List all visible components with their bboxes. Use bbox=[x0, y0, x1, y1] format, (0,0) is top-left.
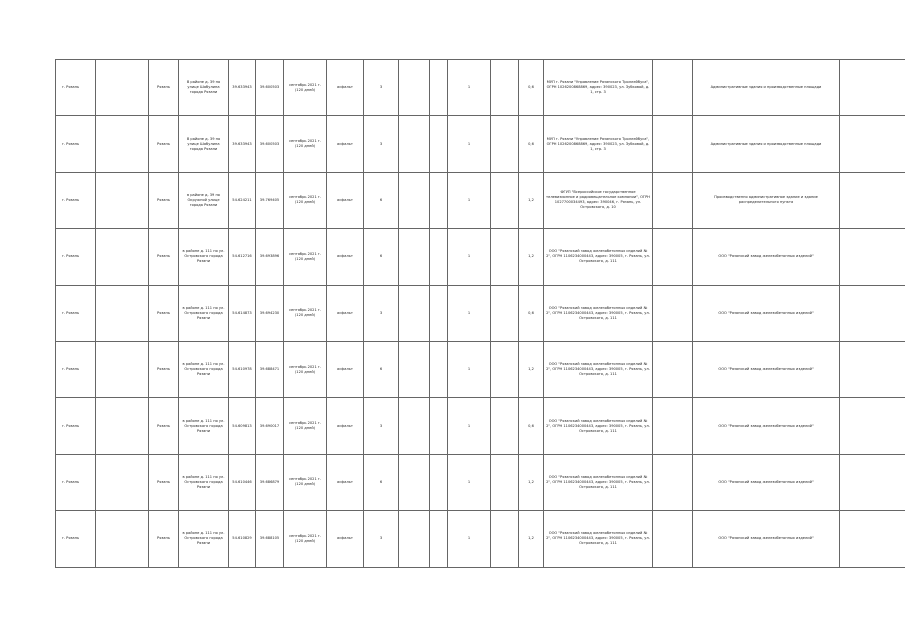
blank-cell-9 bbox=[399, 172, 430, 228]
municipality-cell: г. Рязань bbox=[56, 172, 96, 228]
address-cell: в районе д. 111 по ул. Островского города Рязани bbox=[179, 229, 229, 285]
blank-cell-17 bbox=[840, 511, 905, 567]
locality-cell: Рязань bbox=[149, 172, 179, 228]
count-cell: 1 bbox=[448, 454, 491, 510]
owner-cell: МУП г. Рязани "Управление Рязанского Троллейбуса", ОГРН 1026200868869, адрес: 390023, ул. Зубковой, д. 1, стр. 3 bbox=[544, 60, 653, 116]
area-cell: 6 bbox=[364, 341, 399, 397]
source-cell: ООО "Рязанский завод железобетонных изделий" bbox=[693, 511, 840, 567]
area-cell: 3 bbox=[364, 60, 399, 116]
latitude-cell: 54.610829 bbox=[229, 511, 256, 567]
municipality-cell: г. Рязань bbox=[56, 511, 96, 567]
blank-cell-10 bbox=[430, 116, 448, 172]
latitude-cell: 54.609813 bbox=[229, 398, 256, 454]
count-cell: 1 bbox=[448, 285, 491, 341]
owner-cell: МУП г. Рязани "Управление Рязанского Троллейбуса", ОГРН 1026200868869, адрес: 390023, ул. Зубковой, д. 1, стр. 3 bbox=[544, 116, 653, 172]
owner-cell: ФГУП "Всероссийское государственное телевизионное и радиовещательное компании", ОГРН 1027700034493, адрес: 390046, г. Рязань, ул. Островского, д. 10 bbox=[544, 172, 653, 228]
blank-cell-1 bbox=[96, 341, 149, 397]
date-cell: сентябрь 2021 г. (120 дней) bbox=[284, 60, 327, 116]
count-cell: 1 bbox=[448, 116, 491, 172]
volume-cell: 0,6 bbox=[519, 285, 544, 341]
blank-cell-15 bbox=[653, 511, 693, 567]
blank-cell-1 bbox=[96, 398, 149, 454]
volume-cell: 0,6 bbox=[519, 398, 544, 454]
blank-cell-17 bbox=[840, 341, 905, 397]
blank-cell-15 bbox=[653, 341, 693, 397]
count-cell: 1 bbox=[448, 172, 491, 228]
address-cell: в районе д. 111 по ул. Островского города Рязани bbox=[179, 511, 229, 567]
blank-cell-9 bbox=[399, 341, 430, 397]
source-cell: ООО "Рязанский завод железобетонных изделий" bbox=[693, 285, 840, 341]
source-cell: ООО "Рязанский завод железобетонных изделий" bbox=[693, 454, 840, 510]
blank-cell-1 bbox=[96, 116, 149, 172]
owner-cell: ООО "Рязанский завод железобетонных изделий № 2", ОГРН 1106234000443, адрес: 390005, г. Рязань, ул. Островского, д. 111 bbox=[544, 341, 653, 397]
table-row bbox=[56, 172, 905, 228]
volume-cell: 1,2 bbox=[519, 511, 544, 567]
blank-cell-15 bbox=[653, 60, 693, 116]
longitude-cell: 39.688471 bbox=[256, 341, 284, 397]
surface-cell: асфальт bbox=[327, 454, 364, 510]
date-cell: сентябрь 2021 г. (120 дней) bbox=[284, 511, 327, 567]
locality-cell: Рязань bbox=[149, 511, 179, 567]
source-cell: ООО "Рязанский завод железобетонных изделий" bbox=[693, 398, 840, 454]
blank-cell-9 bbox=[399, 285, 430, 341]
municipality-cell: г. Рязань bbox=[56, 229, 96, 285]
locality-cell: Рязань bbox=[149, 229, 179, 285]
locality-cell: Рязань bbox=[149, 116, 179, 172]
blank-cell-9 bbox=[399, 229, 430, 285]
blank-cell-10 bbox=[430, 511, 448, 567]
blank-cell-12 bbox=[491, 116, 519, 172]
latitude-cell: 54.614873 bbox=[229, 285, 256, 341]
registry-table bbox=[55, 59, 905, 568]
table-row bbox=[56, 341, 905, 397]
owner-cell: ООО "Рязанский завод железобетонных изделий № 2", ОГРН 1106234000443, адрес: 390005, г. Рязань, ул. Островского, д. 111 bbox=[544, 398, 653, 454]
source-cell: ООО "Рязанский завод железобетонных изделий" bbox=[693, 341, 840, 397]
area-cell: 6 bbox=[364, 229, 399, 285]
area-cell: 6 bbox=[364, 172, 399, 228]
blank-cell-15 bbox=[653, 172, 693, 228]
blank-cell-15 bbox=[653, 398, 693, 454]
source-cell: Административные здания и производственные площади bbox=[693, 116, 840, 172]
blank-cell-10 bbox=[430, 398, 448, 454]
blank-cell-1 bbox=[96, 511, 149, 567]
blank-cell-12 bbox=[491, 398, 519, 454]
blank-cell-15 bbox=[653, 285, 693, 341]
count-cell: 1 bbox=[448, 511, 491, 567]
table-row bbox=[56, 454, 905, 510]
locality-cell: Рязань bbox=[149, 285, 179, 341]
municipality-cell: г. Рязань bbox=[56, 285, 96, 341]
blank-cell-9 bbox=[399, 116, 430, 172]
latitude-cell: 54.610446 bbox=[229, 454, 256, 510]
blank-cell-9 bbox=[399, 511, 430, 567]
date-cell: сентябрь 2021 г. (120 дней) bbox=[284, 172, 327, 228]
blank-cell-10 bbox=[430, 172, 448, 228]
source-cell: Административные здания и производственные площади bbox=[693, 60, 840, 116]
address-cell: В районе д. 39 по улице Шабулина города Рязани bbox=[179, 116, 229, 172]
source-cell: ООО "Рязанский завод железобетонных изделий" bbox=[693, 229, 840, 285]
surface-cell: асфальт bbox=[327, 398, 364, 454]
blank-cell-1 bbox=[96, 172, 149, 228]
blank-cell-1 bbox=[96, 229, 149, 285]
municipality-cell: г. Рязань bbox=[56, 116, 96, 172]
blank-cell-12 bbox=[491, 60, 519, 116]
blank-cell-10 bbox=[430, 341, 448, 397]
blank-cell-15 bbox=[653, 454, 693, 510]
longitude-cell: 39.769405 bbox=[256, 172, 284, 228]
owner-cell: ООО "Рязанский завод железобетонных изделий № 2", ОГРН 1106234000443, адрес: 390005, г. Рязань, ул. Островского, д. 111 bbox=[544, 229, 653, 285]
locality-cell: Рязань bbox=[149, 341, 179, 397]
blank-cell-17 bbox=[840, 116, 905, 172]
blank-cell-10 bbox=[430, 229, 448, 285]
volume-cell: 0,6 bbox=[519, 60, 544, 116]
blank-cell-10 bbox=[430, 454, 448, 510]
blank-cell-17 bbox=[840, 60, 905, 116]
longitude-cell: 39.688105 bbox=[256, 511, 284, 567]
blank-cell-10 bbox=[430, 285, 448, 341]
table-row bbox=[56, 285, 905, 341]
surface-cell: асфальт bbox=[327, 116, 364, 172]
table-body bbox=[56, 60, 905, 568]
volume-cell: 1,2 bbox=[519, 454, 544, 510]
volume-cell: 1,2 bbox=[519, 229, 544, 285]
municipality-cell: г. Рязань bbox=[56, 398, 96, 454]
area-cell: 3 bbox=[364, 511, 399, 567]
date-cell: сентябрь 2021 г. (120 дней) bbox=[284, 116, 327, 172]
count-cell: 1 bbox=[448, 341, 491, 397]
volume-cell: 0,6 bbox=[519, 116, 544, 172]
blank-cell-17 bbox=[840, 172, 905, 228]
owner-cell: ООО "Рязанский завод железобетонных изделий № 2", ОГРН 1106234000443, адрес: 390005, г. Рязань, ул. Островского, д. 111 bbox=[544, 511, 653, 567]
blank-cell-1 bbox=[96, 60, 149, 116]
latitude-cell: 54.610978 bbox=[229, 341, 256, 397]
blank-cell-12 bbox=[491, 172, 519, 228]
source-cell: Производственно административное здание и здание распределительного пункта bbox=[693, 172, 840, 228]
surface-cell: асфальт bbox=[327, 511, 364, 567]
address-cell: в районе д. 111 по ул. Островского города Рязани bbox=[179, 398, 229, 454]
blank-cell-17 bbox=[840, 398, 905, 454]
date-cell: сентябрь 2021 г. (120 дней) bbox=[284, 229, 327, 285]
table-row bbox=[56, 398, 905, 454]
count-cell: 1 bbox=[448, 229, 491, 285]
locality-cell: Рязань bbox=[149, 398, 179, 454]
longitude-cell: 39.600503 bbox=[256, 60, 284, 116]
latitude-cell: 39.633943 bbox=[229, 60, 256, 116]
date-cell: сентябрь 2021 г. (120 дней) bbox=[284, 398, 327, 454]
blank-cell-15 bbox=[653, 229, 693, 285]
table-row bbox=[56, 60, 905, 116]
surface-cell: асфальт bbox=[327, 285, 364, 341]
table-row bbox=[56, 511, 905, 567]
volume-cell: 1,2 bbox=[519, 172, 544, 228]
locality-cell: Рязань bbox=[149, 60, 179, 116]
longitude-cell: 39.693896 bbox=[256, 229, 284, 285]
surface-cell: асфальт bbox=[327, 60, 364, 116]
address-cell: в районе д. 111 по ул. Островского города Рязани bbox=[179, 285, 229, 341]
address-cell: в районе д. 39 по Окружной улице города Рязани bbox=[179, 172, 229, 228]
address-cell: В районе д. 39 по улице Шабулина города Рязани bbox=[179, 60, 229, 116]
blank-cell-15 bbox=[653, 116, 693, 172]
blank-cell-17 bbox=[840, 285, 905, 341]
count-cell: 1 bbox=[448, 398, 491, 454]
blank-cell-17 bbox=[840, 454, 905, 510]
owner-cell: ООО "Рязанский завод железобетонных изделий № 2", ОГРН 1106234000443, адрес: 390005, г. Рязань, ул. Островского, д. 111 bbox=[544, 285, 653, 341]
area-cell: 3 bbox=[364, 116, 399, 172]
blank-cell-12 bbox=[491, 285, 519, 341]
municipality-cell: г. Рязань bbox=[56, 60, 96, 116]
blank-cell-9 bbox=[399, 454, 430, 510]
latitude-cell: 54.624211 bbox=[229, 172, 256, 228]
document-sheet bbox=[55, 59, 868, 567]
table-row bbox=[56, 229, 905, 285]
latitude-cell: 39.633943 bbox=[229, 116, 256, 172]
surface-cell: асфальт bbox=[327, 172, 364, 228]
address-cell: в районе д. 111 по ул. Островского города Рязани bbox=[179, 341, 229, 397]
surface-cell: асфальт bbox=[327, 229, 364, 285]
longitude-cell: 39.600503 bbox=[256, 116, 284, 172]
longitude-cell: 39.686879 bbox=[256, 454, 284, 510]
blank-cell-12 bbox=[491, 454, 519, 510]
address-cell: в районе д. 111 по ул. Островского города Рязани bbox=[179, 454, 229, 510]
municipality-cell: г. Рязань bbox=[56, 341, 96, 397]
blank-cell-1 bbox=[96, 454, 149, 510]
date-cell: сентябрь 2021 г. (120 дней) bbox=[284, 285, 327, 341]
table-row bbox=[56, 116, 905, 172]
surface-cell: асфальт bbox=[327, 341, 364, 397]
volume-cell: 1,2 bbox=[519, 341, 544, 397]
area-cell: 3 bbox=[364, 398, 399, 454]
blank-cell-9 bbox=[399, 398, 430, 454]
locality-cell: Рязань bbox=[149, 454, 179, 510]
municipality-cell: г. Рязань bbox=[56, 454, 96, 510]
blank-cell-12 bbox=[491, 341, 519, 397]
area-cell: 6 bbox=[364, 454, 399, 510]
blank-cell-17 bbox=[840, 229, 905, 285]
longitude-cell: 39.694230 bbox=[256, 285, 284, 341]
date-cell: сентябрь 2021 г. (120 дней) bbox=[284, 454, 327, 510]
longitude-cell: 39.690017 bbox=[256, 398, 284, 454]
area-cell: 3 bbox=[364, 285, 399, 341]
count-cell: 1 bbox=[448, 60, 491, 116]
blank-cell-9 bbox=[399, 60, 430, 116]
blank-cell-10 bbox=[430, 60, 448, 116]
date-cell: сентябрь 2021 г. (120 дней) bbox=[284, 341, 327, 397]
latitude-cell: 54.612716 bbox=[229, 229, 256, 285]
owner-cell: ООО "Рязанский завод железобетонных изделий № 2", ОГРН 1106234000443, адрес: 390005, г. Рязань, ул. Островского, д. 111 bbox=[544, 454, 653, 510]
blank-cell-1 bbox=[96, 285, 149, 341]
blank-cell-12 bbox=[491, 229, 519, 285]
blank-cell-12 bbox=[491, 511, 519, 567]
